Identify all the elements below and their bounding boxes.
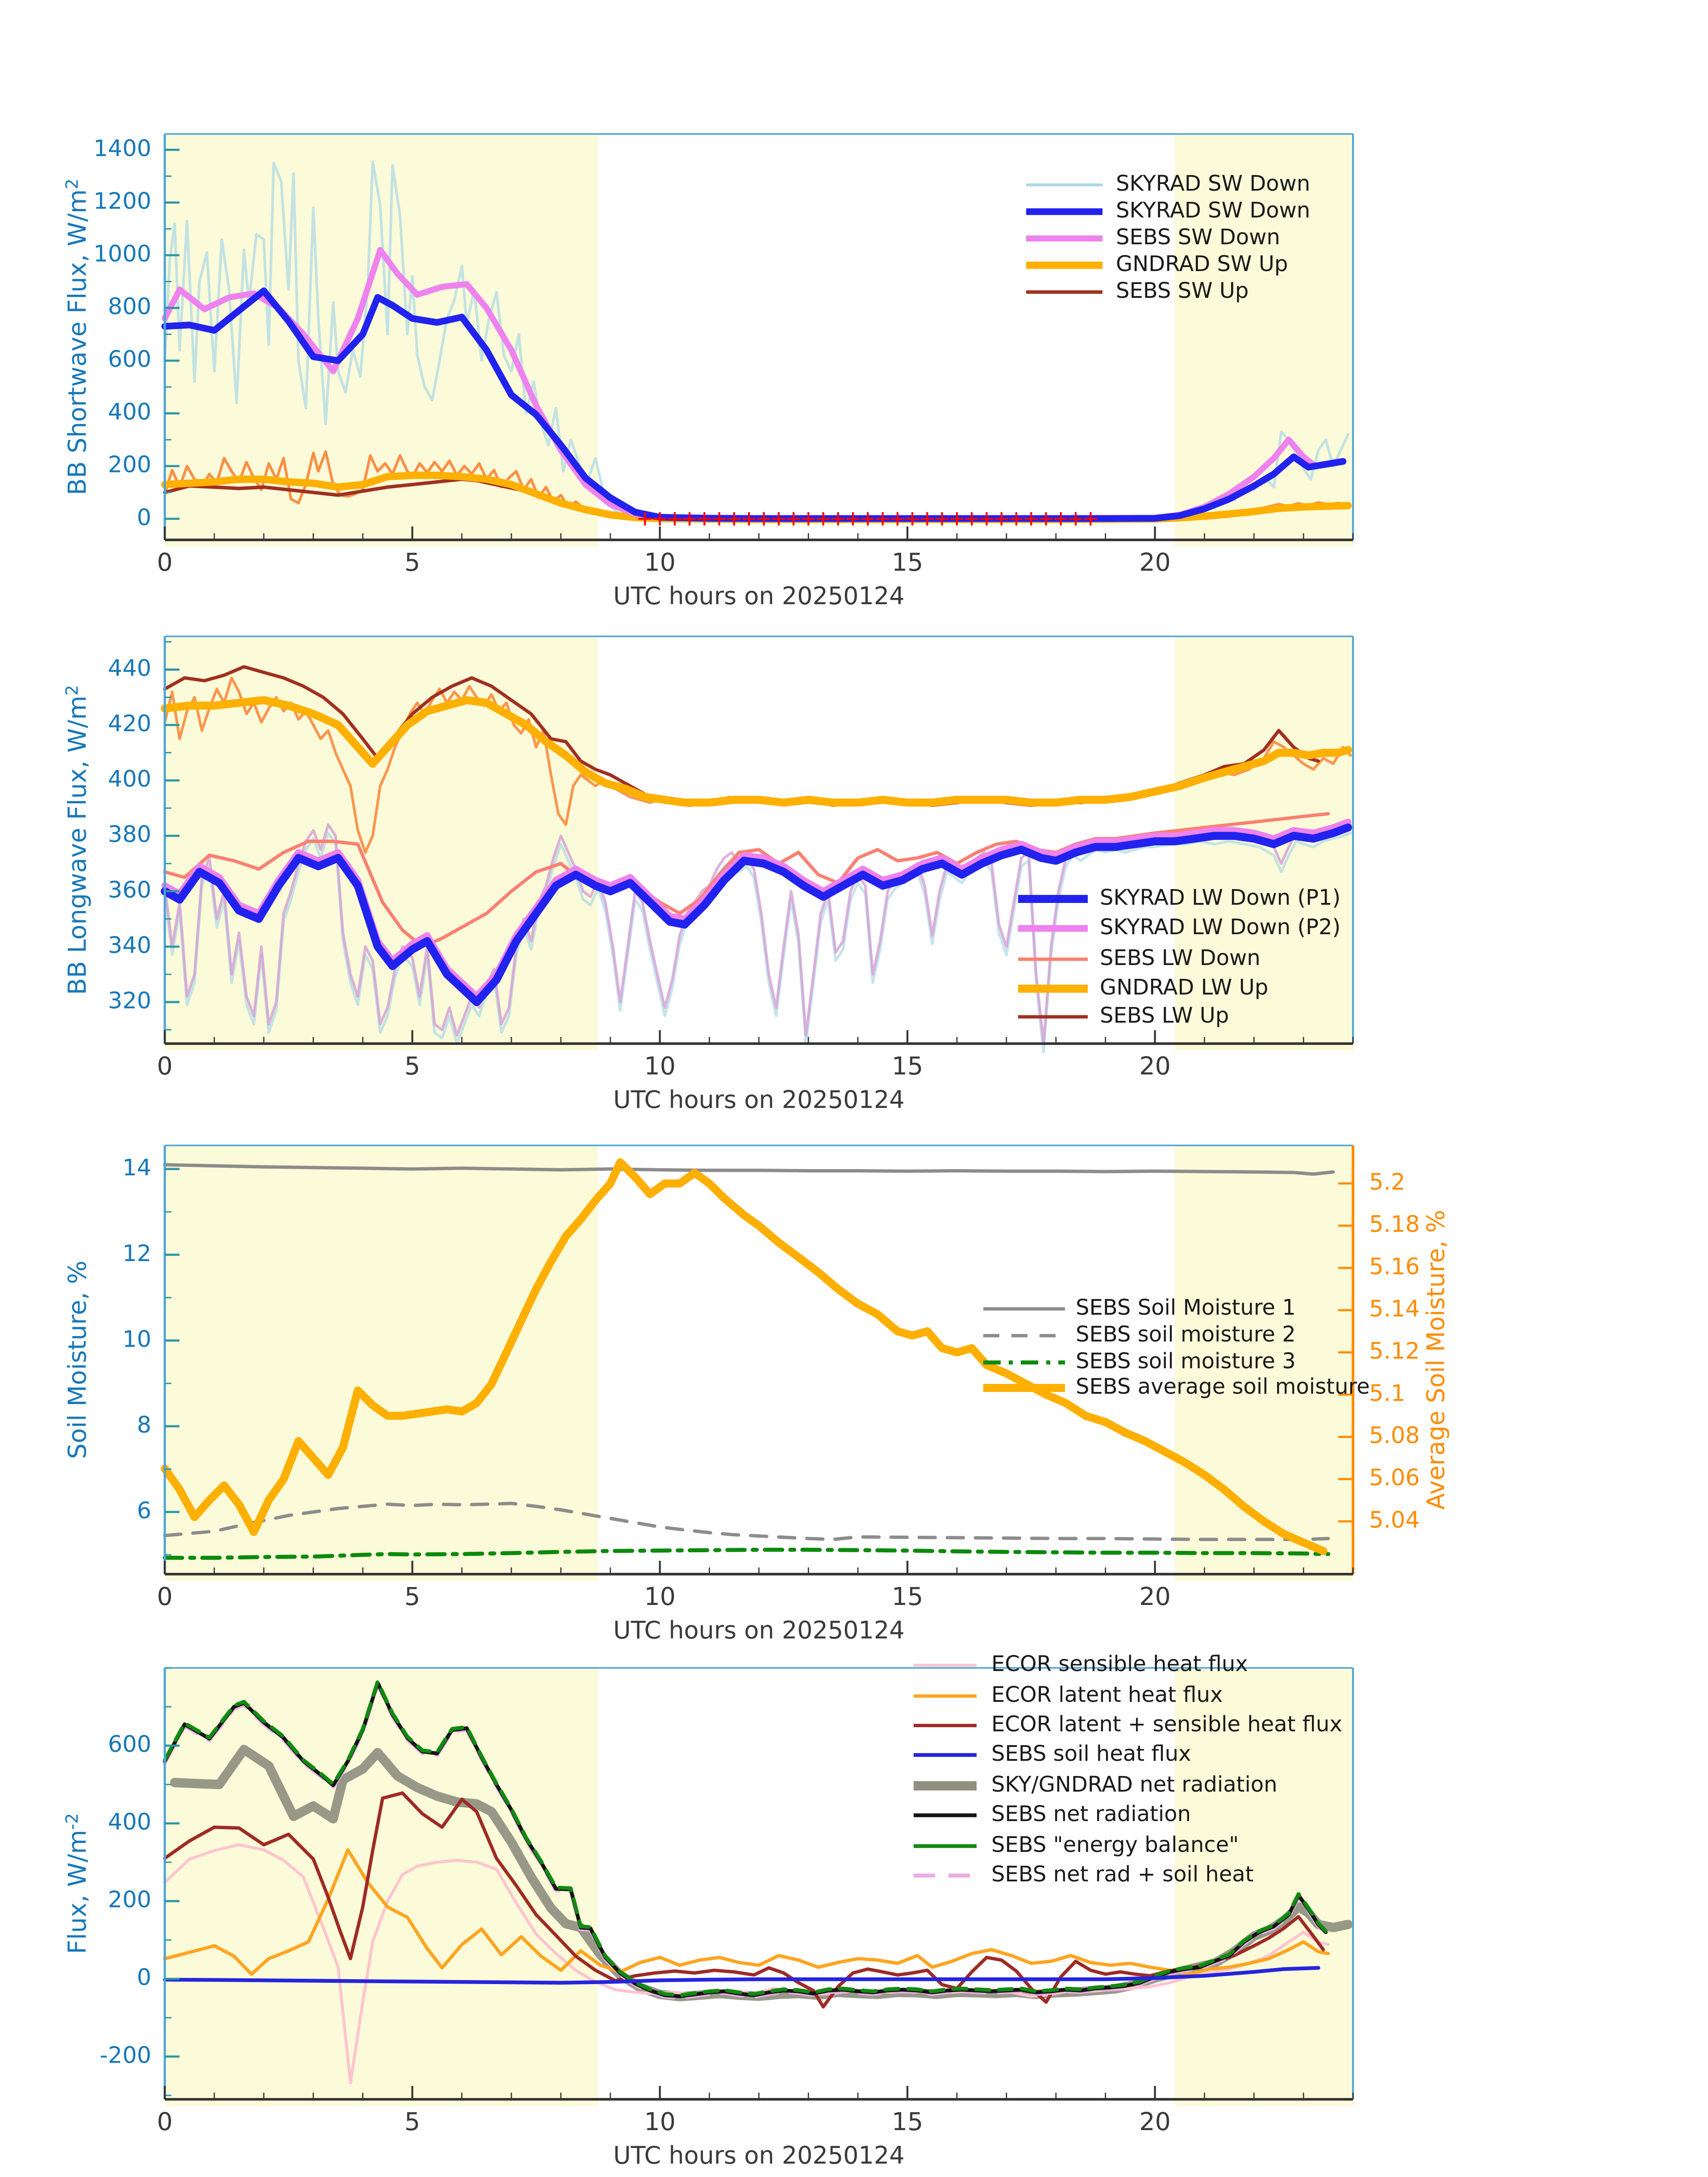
y-tick-label: 8 xyxy=(137,1412,151,1438)
x-axis-title: UTC hours on 20250124 xyxy=(613,1086,905,1114)
y-axis-title: BB Longwave Flux, $W/m^2$ xyxy=(62,685,92,995)
legend-label: SKYRAD LW Down (P2) xyxy=(1100,915,1341,940)
x-tick-label: 20 xyxy=(1139,1052,1171,1081)
x-tick-label: 20 xyxy=(1139,548,1171,577)
legend-label: SEBS "energy balance" xyxy=(991,1832,1239,1857)
y-tick-label: 10 xyxy=(122,1326,151,1353)
x-axis-title: UTC hours on 20250124 xyxy=(613,582,905,610)
legend-label: SEBS LW Down xyxy=(1100,945,1261,970)
x-tick-label: 5 xyxy=(404,548,421,577)
y-tick-label: 1200 xyxy=(93,188,151,215)
x-tick-label: 0 xyxy=(157,2107,173,2136)
shaded-region xyxy=(165,636,598,1050)
x-tick-label: 10 xyxy=(644,2107,676,2136)
legend-label: SEBS SW Down xyxy=(1116,225,1280,250)
x-tick-label: 20 xyxy=(1139,2107,1171,2136)
legend-label: SEBS LW Up xyxy=(1100,1003,1229,1028)
y-tick-label: 340 xyxy=(108,932,151,959)
y-tick-label: 320 xyxy=(108,987,151,1014)
y-tick-label: -200 xyxy=(100,2042,151,2069)
y-right-tick-label: 5.1 xyxy=(1369,1380,1406,1407)
y-axis-title: BB Shortwave Flux, $W/m^2$ xyxy=(62,179,92,495)
right-axis-title: Average Soil Moisture, % xyxy=(1422,1210,1450,1510)
legend-label: SEBS average soil moisture xyxy=(1076,1374,1370,1399)
y-tick-label: 600 xyxy=(108,346,151,373)
x-tick-label: 15 xyxy=(891,1582,923,1612)
legend-label: ECOR latent heat flux xyxy=(991,1682,1223,1707)
y-axis-title: Soil Moisture, % xyxy=(63,1260,92,1459)
legend-label: SKYRAD LW Down (P1) xyxy=(1100,885,1341,911)
y-tick-label: 420 xyxy=(108,710,151,737)
y-tick-label: 380 xyxy=(108,821,151,848)
y-tick-label: 0 xyxy=(137,504,151,531)
legend-label: SEBS Soil Moisture 1 xyxy=(1076,1295,1296,1320)
legend-label: GNDRAD LW Up xyxy=(1100,975,1269,1000)
y-right-tick-label: 5.06 xyxy=(1369,1465,1420,1492)
y-tick-label: 600 xyxy=(108,1731,151,1758)
legend-label: ECOR sensible heat flux xyxy=(991,1651,1248,1676)
y-tick-label: 1000 xyxy=(93,241,151,267)
panel-p4 xyxy=(62,1651,1353,2169)
y-tick-label: 200 xyxy=(108,451,151,478)
y-right-tick-label: 5.14 xyxy=(1369,1295,1420,1322)
x-tick-label: 5 xyxy=(404,1582,421,1612)
panel-p1 xyxy=(62,134,1353,610)
y-right-tick-label: 5.18 xyxy=(1369,1211,1420,1238)
x-tick-label: 20 xyxy=(1139,1582,1171,1612)
y-right-tick-label: 5.16 xyxy=(1369,1254,1420,1280)
x-tick-label: 0 xyxy=(157,1052,173,1081)
x-axis-title: UTC hours on 20250124 xyxy=(613,2141,905,2169)
y-tick-label: 400 xyxy=(108,766,151,793)
y-right-tick-label: 5.12 xyxy=(1369,1338,1420,1365)
legend-label: ECOR latent + sensible heat flux xyxy=(991,1712,1342,1737)
y-axis-title: Flux, $W/m^{-2}$ xyxy=(62,1813,92,1954)
shaded-region xyxy=(165,1145,598,1581)
y-tick-label: 6 xyxy=(137,1497,151,1524)
y-right-tick-label: 5.08 xyxy=(1369,1422,1420,1449)
legend-label: SEBS soil moisture 2 xyxy=(1076,1322,1296,1347)
panel-p3 xyxy=(63,1145,1450,1644)
y-tick-label: 0 xyxy=(137,1964,151,1991)
y-tick-label: 1400 xyxy=(93,135,151,162)
x-tick-label: 15 xyxy=(891,548,923,577)
panel-p2 xyxy=(62,636,1353,1114)
x-tick-label: 10 xyxy=(644,1582,676,1612)
y-tick-label: 400 xyxy=(108,399,151,426)
x-axis-title: UTC hours on 20250124 xyxy=(613,1616,905,1644)
x-tick-label: 15 xyxy=(891,2107,923,2136)
x-tick-label: 5 xyxy=(404,2107,421,2136)
y-tick-label: 360 xyxy=(108,877,151,903)
legend-label: SEBS soil heat flux xyxy=(991,1741,1191,1766)
y-tick-label: 800 xyxy=(108,293,151,320)
x-tick-label: 0 xyxy=(157,548,173,577)
series-missing-data-markers xyxy=(638,512,1097,526)
legend-label: SKYRAD SW Down xyxy=(1116,171,1311,196)
y-tick-label: 440 xyxy=(108,655,151,682)
legend-label: SEBS soil moisture 3 xyxy=(1076,1349,1296,1374)
y-tick-label: 400 xyxy=(108,1809,151,1836)
x-tick-label: 5 xyxy=(404,1052,421,1081)
legend-label: SKYRAD SW Down xyxy=(1116,198,1311,223)
legend-label: GNDRAD SW Up xyxy=(1116,251,1288,276)
y-right-tick-label: 5.2 xyxy=(1369,1169,1406,1196)
legend-label: SKY/GNDRAD net radiation xyxy=(991,1772,1278,1797)
y-tick-label: 14 xyxy=(122,1154,151,1181)
legend-label: SEBS net radiation xyxy=(991,1801,1191,1826)
x-tick-label: 10 xyxy=(644,548,676,577)
x-tick-label: 0 xyxy=(157,1582,173,1612)
legend-label: SEBS SW Up xyxy=(1116,278,1249,303)
y-tick-label: 12 xyxy=(122,1240,151,1267)
y-right-tick-label: 5.04 xyxy=(1369,1507,1420,1534)
y-tick-label: 200 xyxy=(108,1887,151,1914)
x-tick-label: 15 xyxy=(891,1052,923,1081)
x-tick-label: 10 xyxy=(644,1052,676,1081)
legend-label: SEBS net rad + soil heat xyxy=(991,1862,1254,1887)
